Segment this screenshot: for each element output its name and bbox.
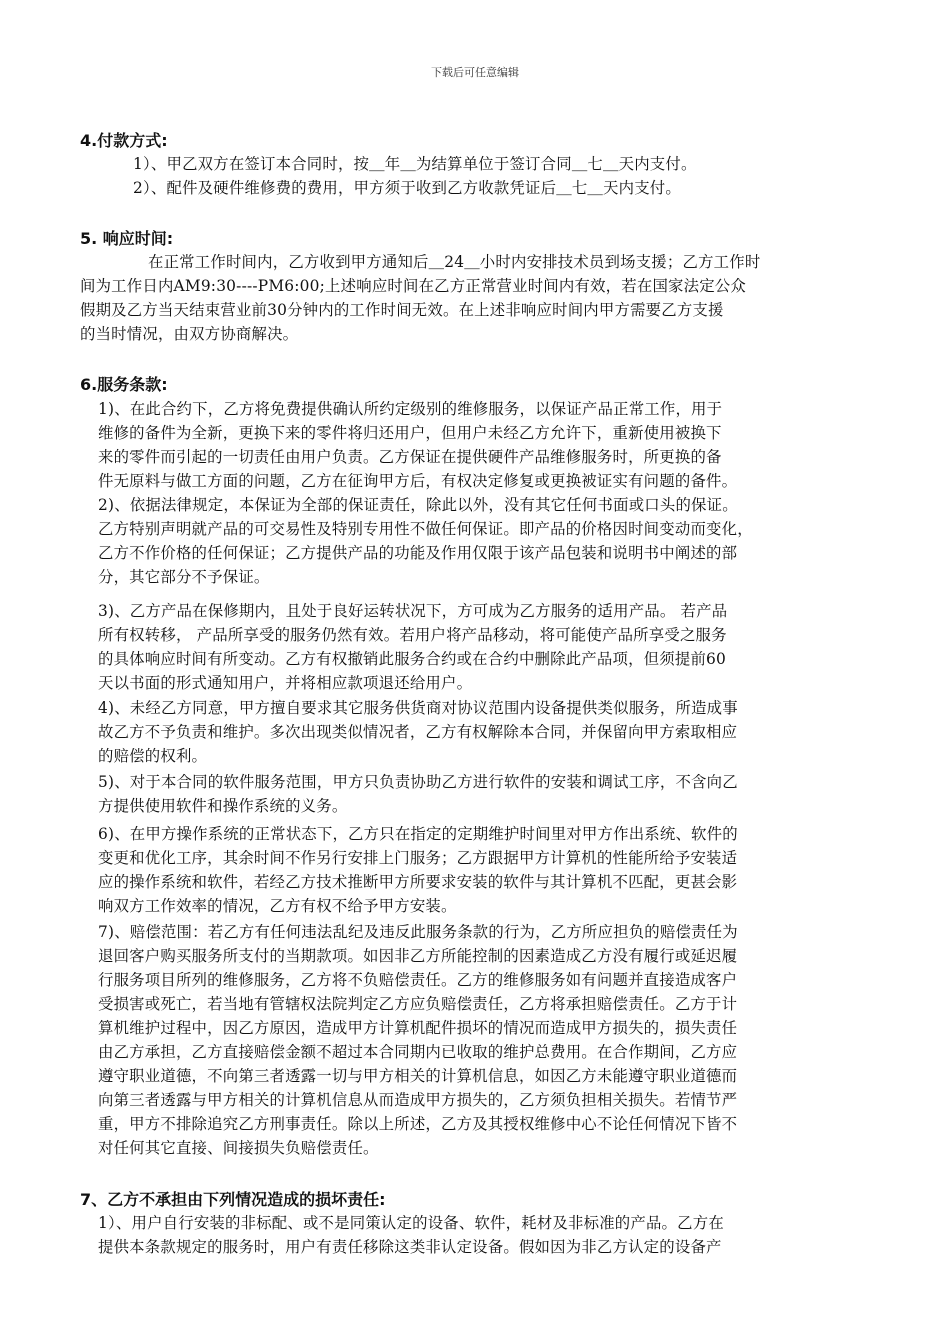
section-6-line: 1)、在此合约下，乙方将免费提供确认所约定级别的维修服务，以保证产品正常工作，用于 [98, 400, 723, 418]
section-5-line-2: 间为工作日内AM9:30----PM6:00;上述响应时间在乙方正常营业时间内有效，若在国家法定公众 [80, 277, 746, 295]
section-6-line: 对任何其它直接、间接损失负赔偿责任。 [98, 1139, 379, 1157]
section-4-title: 4.付款方式: [80, 131, 168, 150]
section-6-line: 由乙方承担，乙方直接赔偿金额不超过本合同期内已收取的维护总费用。在合作期间，乙方应 [98, 1043, 738, 1061]
section-6-line: 7)、赔偿范围：若乙方有任何违法乱纪及违反此服务条款的行为，乙方所应担负的赔偿责任为 [98, 923, 738, 941]
section-6-line: 乙方不作价格的任何保证；乙方提供产品的功能及作用仅限于该产品包装和说明书中阐述的部 [98, 544, 738, 562]
section-6-line: 5)、对于本合同的软件服务范围，甲方只负责协助乙方进行软件的安装和调试工序，不含向乙 [98, 773, 738, 791]
section-6-line: 变更和优化工序，其余时间不作另行安排上门服务；乙方跟据甲方计算机的性能所给予安装适 [98, 849, 738, 867]
section-6-line: 的赔偿的权利。 [98, 747, 208, 765]
section-5-line-4: 的当时情况，由双方协商解决。 [80, 325, 299, 343]
section-6-line: 遵守职业道德，不向第三者透露一切与甲方相关的计算机信息，如因乙方未能遵守职业道德而 [98, 1067, 738, 1085]
section-5-line-1: 在正常工作时间内，乙方收到甲方通知后＿24＿小时内安排技术员到场支援；乙方工作时 [148, 253, 761, 271]
section-5-line-3: 假期及乙方当天结束营业前30分钟内的工作时间无效。在上述非响应时间内甲方需要乙方支援 [80, 301, 724, 319]
section-7-line-1: 1）、用户自行安装的非标配、或不是同策认定的设备、软件，耗材及非标准的产品。乙方在 [98, 1214, 724, 1232]
section-5-title: 5. 响应时间: [80, 229, 174, 248]
section-6-line: 重，甲方不排除追究乙方刑事责任。除以上所述，乙方及其授权维修中心不论任何情况下皆不 [98, 1115, 738, 1133]
section-6-line: 退回客户购买服务所支付的当期款项。如因非乙方所能控制的因素造成乙方没有履行或延迟履 [98, 947, 738, 965]
section-6-line: 向第三者透露与甲方相关的计算机信息从而造成甲方损失的，乙方须负担相关损失。若情节严 [98, 1091, 738, 1109]
section-6-line: 方提供使用软件和操作系统的义务。 [98, 797, 348, 815]
section-7-line-2: 提供本条款规定的服务时，用户有责任移除这类非认定设备。假如因为非乙方认定的设备产 [98, 1238, 722, 1256]
section-6-line: 6)、在甲方操作系统的正常状态下，乙方只在指定的定期维护时间里对甲方作出系统、软件的 [98, 825, 738, 843]
section-6-line: 2)、依据法律规定，本保证为全部的保证责任，除此以外，没有其它任何书面或口头的保证。 [98, 496, 738, 514]
section-6-line: 天以书面的形式通知用户，并将相应款项退还给用户。 [98, 674, 473, 692]
section-6-line: 所有权转移， 产品所享受的服务仍然有效。若用户将产品移动，将可能使产品所享受之服务 [98, 626, 727, 644]
section-6-title: 6.服务条款: [80, 375, 168, 394]
section-6-line: 的具体响应时间有所变动。乙方有权撤销此服务合约或在合约中删除此产品项，但须提前60 [98, 650, 727, 668]
section-6-line: 3)、乙方产品在保修期内，且处于良好运转状况下，方可成为乙方服务的适用产品。 若产品 [98, 602, 728, 620]
section-6-line: 响双方工作效率的情况，乙方有权不给予甲方安装。 [98, 897, 457, 915]
section-6-line: 应的操作系统和软件，若经乙方技术推断甲方所要求安装的软件与其计算机不匹配，更甚会影 [98, 873, 738, 891]
section-6-line: 乙方特别声明就产品的可交易性及特别专用性不做任何保证。即产品的价格因时间变动而变化， [98, 520, 753, 538]
section-7-title: 7、乙方不承担由下列情况造成的损坏责任: [80, 1190, 386, 1209]
section-6-line: 受损害或死亡，若当地有管辖权法院判定乙方应负赔偿责任，乙方将承担赔偿责任。乙方于计 [98, 995, 738, 1013]
page-header: 下载后可任意编辑 [431, 66, 519, 79]
section-6-line: 算机维护过程中，因乙方原因，造成甲方计算机配件损坏的情况而造成甲方损失的，损失责任 [98, 1019, 738, 1037]
section-6-line: 故乙方不予负责和维护。多次出现类似情况者，乙方有权解除本合同，并保留向甲方索取相应 [98, 723, 738, 741]
section-4-line-2: 2）、配件及硬件维修费的费用，甲方须于收到乙方收款凭证后＿七＿天内支付。 [133, 179, 681, 197]
section-6-line: 维修的备件为全新，更换下来的零件将归还用户，但用户未经乙方允许下，重新使用被换下 [98, 424, 722, 442]
section-6-line: 4)、未经乙方同意，甲方擅自要求其它服务供货商对协议范围内设备提供类似服务，所造成事 [98, 699, 738, 717]
section-6-line: 行服务项目所列的维修服务，乙方将不负赔偿责任。乙方的维修服务如有问题并直接造成客户 [98, 971, 738, 989]
section-6-line: 分，其它部分不予保证。 [98, 568, 270, 586]
section-6-line: 件无原料与做工方面的问题，乙方在征询甲方后，有权决定修复或更换被证实有问题的备件。 [98, 472, 738, 490]
section-4-line-1: 1）、甲乙双方在签订本合同时，按＿年＿为结算单位于签订合同＿七＿天内支付。 [133, 155, 697, 173]
section-6-line: 来的零件而引起的一切责任由用户负责。乙方保证在提供硬件产品维修服务时，所更换的备 [98, 448, 722, 466]
